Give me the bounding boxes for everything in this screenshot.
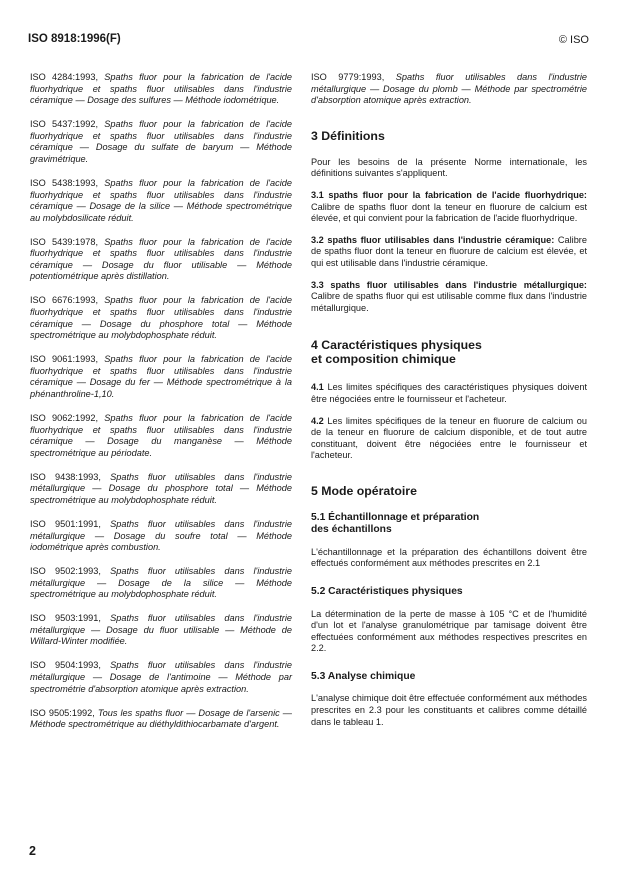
section-4-heading-line2: et composition chimique bbox=[311, 352, 456, 367]
subsection-5-1-heading: 5.1 Échantillonnage et préparation bbox=[311, 511, 480, 523]
reference-item: ISO 5439:1978, Spaths fluor pour la fabrication de l'acide fluorhydrique et spaths fluor utilisables dans l'industrie céramique — Dosage du fluor utilisable — Méthode potentiométrique après distillation. bbox=[30, 236, 292, 282]
reference-item: ISO 9501:1991, Spaths fluor utilisables dans l'industrie métallurgique — Dosage du soufre total — Méthode iodométrique après combustion. bbox=[30, 518, 292, 553]
reference-item: ISO 9779:1993, Spaths fluor utilisables dans l'industrie métallurgique — Dosage du plomb — Méthode par spectrométrie d'absorption atomique après extraction. bbox=[311, 72, 587, 106]
subsection-5-2-heading: 5.2 Caractéristiques physiques bbox=[311, 586, 463, 598]
paragraph-4-2: 4.2 Les limites spécifiques de la teneur en fluorure de calcium ou de la teneur en fluorure de calcium disponible, et de tout autre constituant, doivent être négociées entre le fournisseur et l'acheteur. bbox=[311, 415, 587, 461]
definitions-intro: Pour les besoins de la présente Norme internationale, les définitions suivantes s'appliquent. bbox=[311, 156, 587, 179]
paragraph-5-2: La détermination de la perte de masse à 105 °C et de l'humidité d'un lot et l'analyse granulométrique par tamisage doivent être effectuées conformément aux méthodes respectives prescrites en 2.2. bbox=[311, 608, 587, 654]
section-3-heading: 3 Définitions bbox=[311, 128, 385, 143]
reference-item: ISO 6676:1993, Spaths fluor pour la fabrication de l'acide fluorhydrique et spaths fluor utilisables dans l'industrie céramique — Dosage du phosphore total — Méthode spectrométrique au molybdophosphate réduit. bbox=[30, 295, 292, 341]
reference-item: ISO 9503:1991, Spaths fluor utilisables dans l'industrie métallurgique — Dosage du fluor utilisable — Méthode de Willard-Winter modifiée. bbox=[30, 613, 292, 647]
paragraph-5-1: L'échantillonnage et la préparation des échantillons doivent être effectués conformément aux méthodes prescrites en 2.1 bbox=[311, 546, 587, 569]
section-5-heading: 5 Mode opératoire bbox=[311, 483, 417, 498]
definition-3-2: 3.2 spaths fluor utilisables dans l'industrie céramique: Calibre de spaths fluor dont la teneur en fluorure de calcium est élevée, et qui est utilisable dans l'industrie céramique. bbox=[311, 234, 587, 268]
document-id: ISO 8918:1996(F) bbox=[28, 33, 121, 45]
definition-3-1: 3.1 spaths fluor pour la fabrication de l'acide fluorhydrique: Calibre de spaths fluor dont la teneur en fluorure de calcium est élevée, et qui convient pour la fabrication de l'acide fluorhydrique. bbox=[311, 189, 587, 224]
left-column bbox=[30, 72, 292, 743]
right-column bbox=[311, 72, 587, 738]
reference-item: ISO 9061:1993, Spaths fluor pour la fabrication de l'acide fluorhydrique et spaths fluor utilisables dans l'industrie céramique — Dosage du fer — Méthode spectrométrique à la phénanthroline-1,10. bbox=[30, 354, 292, 400]
paragraph-4-1: 4.1 Les limites spécifiques des caractéristiques physiques doivent être négociées entre le fournisseur et l'acheteur. bbox=[311, 382, 587, 404]
paragraph-5-3: L'analyse chimique doit être effectuée conformément aux méthodes prescrites en 2.3 pour les constituants et calibres comme détaillé dans le tableau 1. bbox=[311, 693, 587, 727]
reference-item: ISO 4284:1993, Spaths fluor pour la fabrication de l'acide fluorhydrique et spaths fluor utilisables dans l'industrie céramique — Dosage des sulfures — Méthode iodométrique. bbox=[30, 72, 292, 106]
reference-item: ISO 9505:1992, Tous les spaths fluor — Dosage de l'arsenic — Méthode spectrométrique au diéthyldithiocarbamate d'argent. bbox=[30, 707, 292, 730]
page-number: 2 bbox=[29, 844, 36, 858]
reference-item: ISO 9502:1993, Spaths fluor utilisables dans l'industrie métallurgique — Dosage de la silice — Méthode spectrométrique au molybdophosphate réduit. bbox=[30, 566, 292, 600]
section-4-heading: 4 Caractéristiques physiques bbox=[311, 338, 482, 353]
subsection-5-3-heading: 5.3 Analyse chimique bbox=[311, 670, 416, 682]
subsection-5-1-heading-line2: des échantillons bbox=[311, 524, 392, 536]
reference-item: ISO 5438:1993, Spaths fluor pour la fabrication de l'acide fluorhydrique et spaths fluor utilisables dans l'industrie céramique — Dosage de la silice — Méthode spectrométrique au molybdosilicate réduit. bbox=[30, 177, 292, 223]
reference-item: ISO 9438:1993, Spaths fluor utilisables dans l'industrie métallurgique — Dosage du phosphore total — Méthode spectrométrique au molybdophosphate réduit. bbox=[30, 471, 292, 505]
copyright-notice: © ISO bbox=[558, 34, 589, 46]
definition-3-3: 3.3 spaths fluor utilisables dans l'industrie métallurgique: Calibre de spaths fluor qui est utilisable comme flux dans l'industrie métallurgique. bbox=[311, 279, 587, 313]
reference-item: ISO 5437:1992, Spaths fluor pour la fabrication de l'acide fluorhydrique et spaths fluor utilisables dans l'industrie céramique — Dosage du sulfate de baryum — Méthode gravimétrique. bbox=[30, 119, 292, 164]
reference-item: ISO 9504:1993, Spaths fluor utilisables dans l'industrie métallurgique — Dosage de l'antimoine — Méthode par spectrométrie d'absorption atomique après extraction. bbox=[30, 660, 292, 694]
reference-item: ISO 9062:1992, Spaths fluor pour la fabrication de l'acide fluorhydrique et spaths fluor utilisables dans l'industrie céramique — Dosage du manganèse — Méthode spectrométrique au périodate. bbox=[30, 413, 292, 458]
